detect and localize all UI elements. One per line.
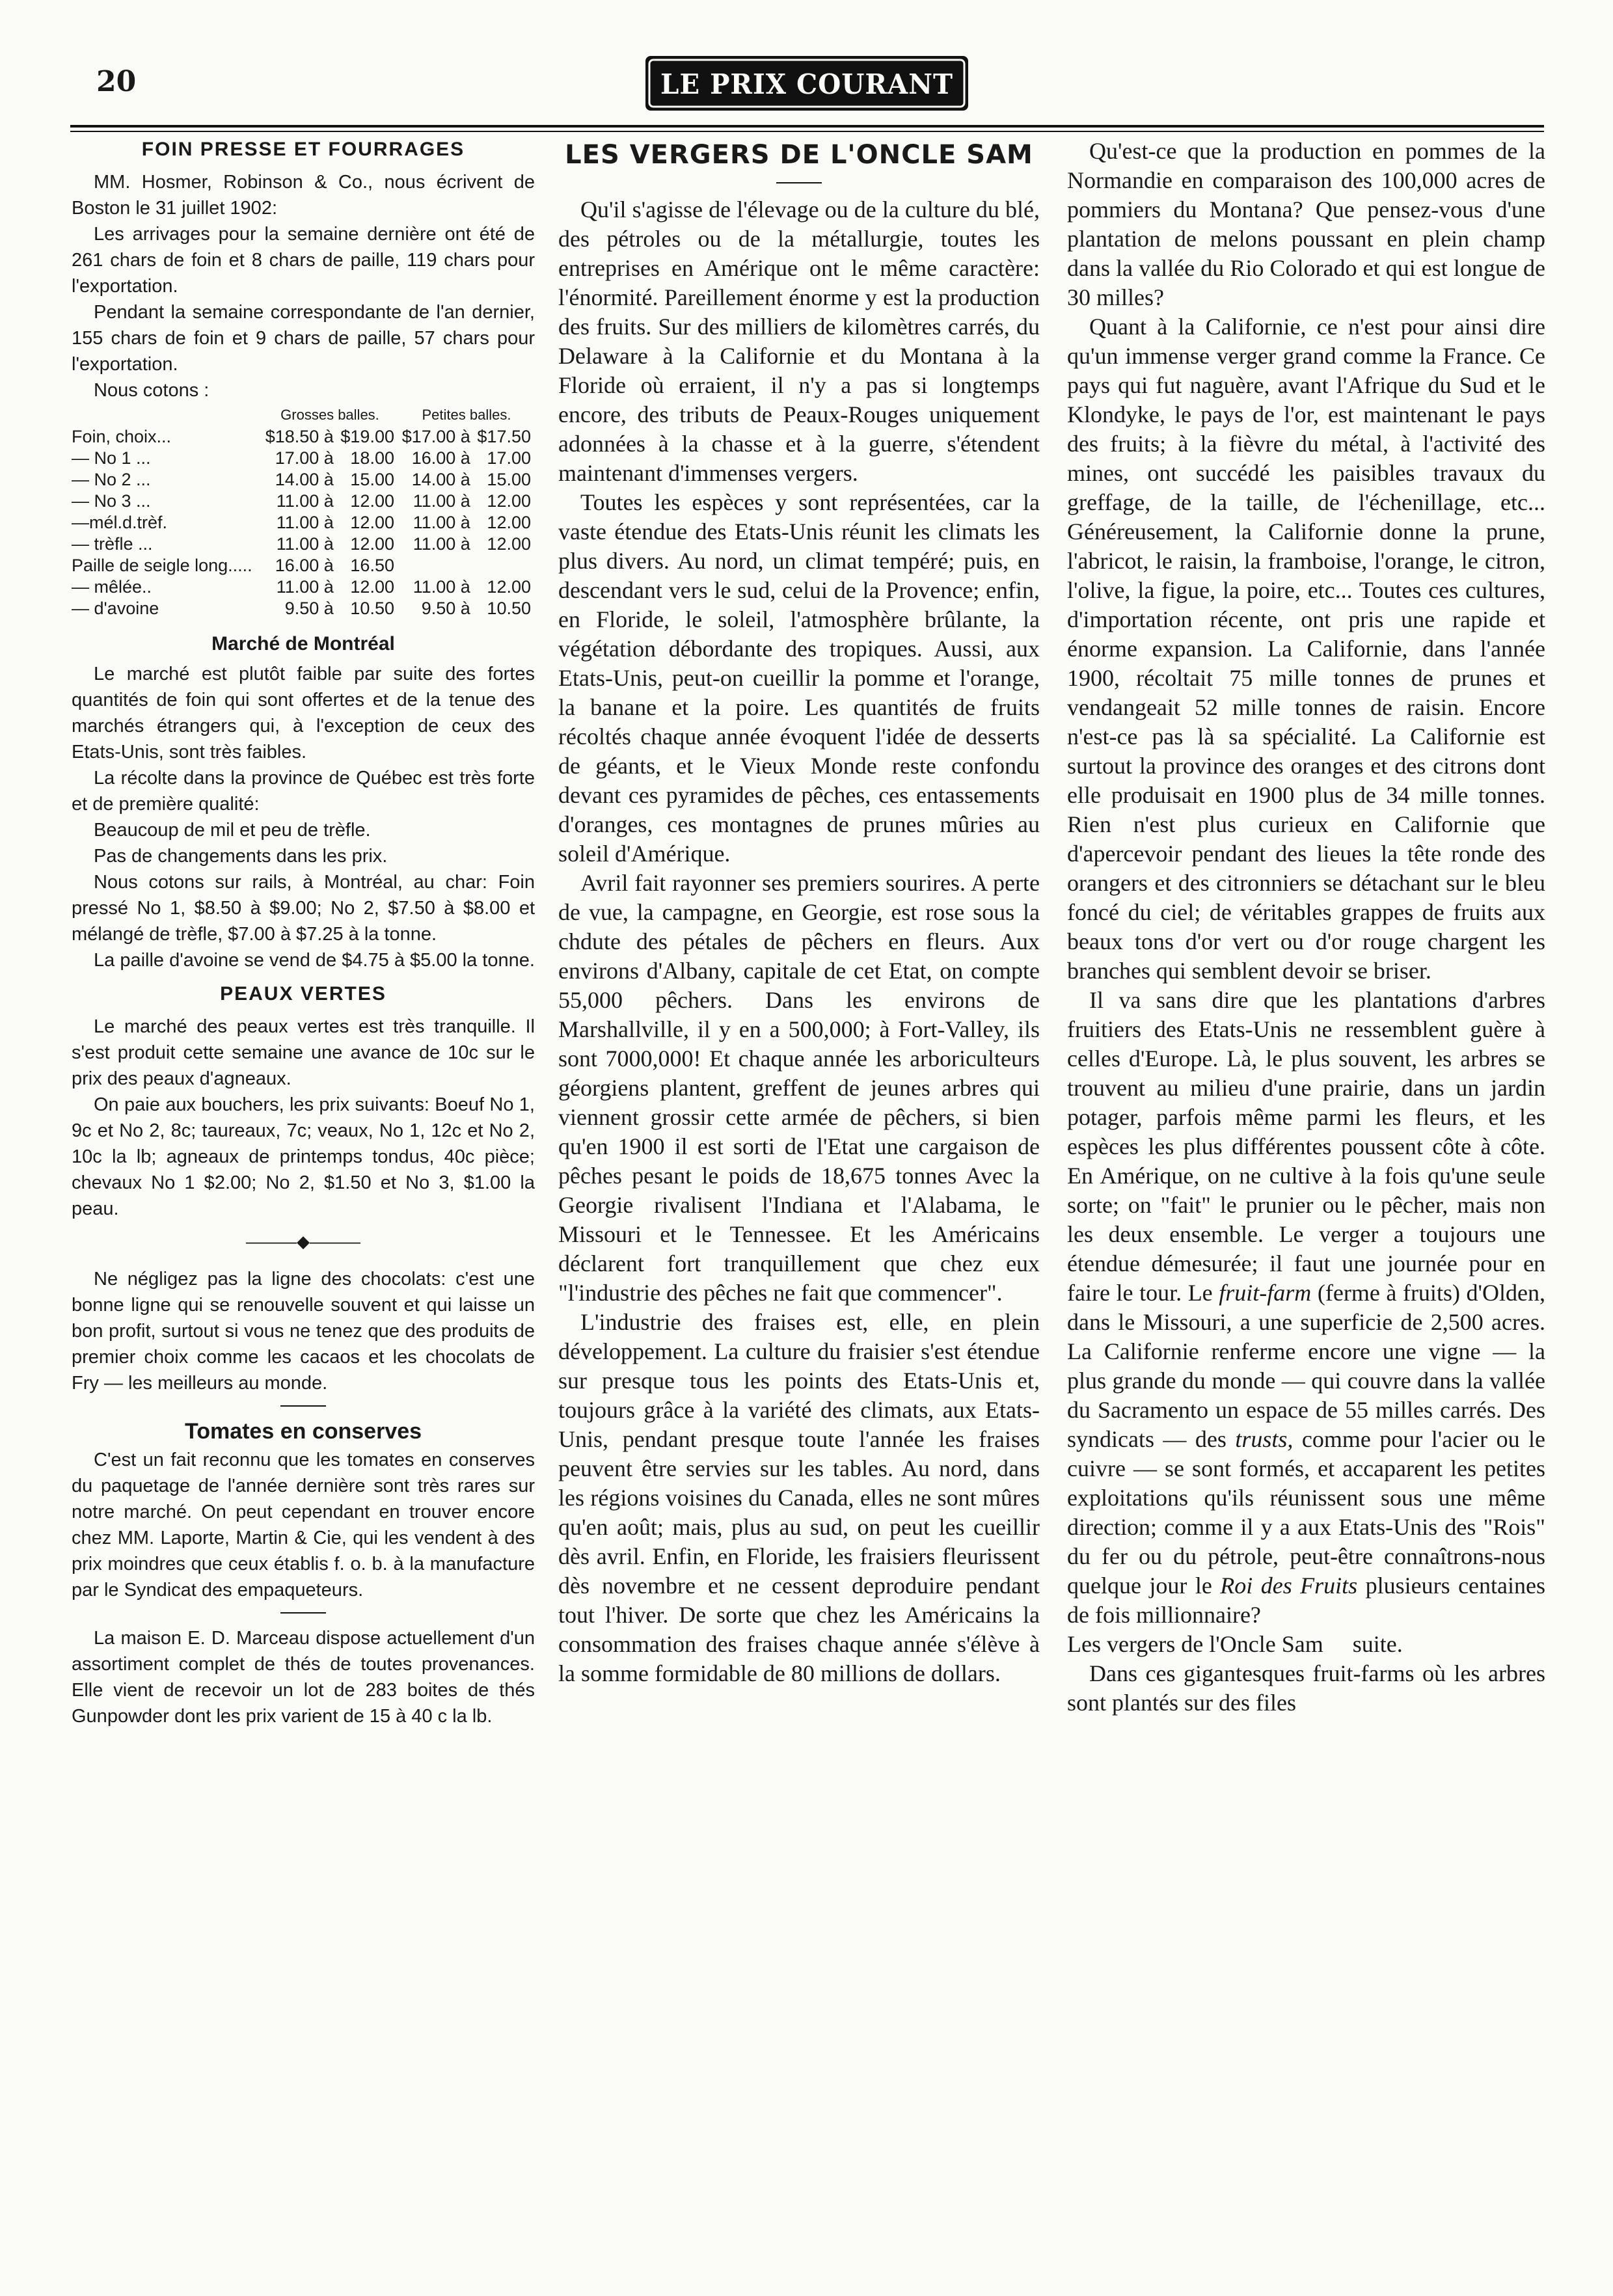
price-table-body — [72, 426, 535, 619]
price-cell-g1: 11.00 à — [276, 513, 334, 532]
vergers-paragraph-6: Quant à la Californie, ce n'est pour ainsi dire qu'un immense verger grand comme la France. Ce pays qui fut naguère, avant l'Afrique du Sud et le Klondyke, le pays de l'or, est maintenant le pays des fruits; à la fièvre du métal, à l'activité des mines, ont succédé les paisibles travaux du greffage, de la taille, de l'échenillage, etc... Généreusement, la Californie donne la prune, l'abricot, le raisin, la framboise, l'orange, le citron, l'olive, la figue, la poire, etc... Toutes ces cultures, d'importation récente, ont pris une rapide et énorme expansion. La Californie, dans l'année 1900, récoltait 75 mille tonnes de prunes et vendangeait 52 mille tonnes de raisin. Encore n'est-ce pas là sa spécialité. La Californie est surtout la province des oranges et des citrons dont elle produisait en 1900 plus de 34 mille tonnes. Rien n'est plus curieux en Californie que d'apercevoir pendant des lieues la tête ronde des orangers et des citronniers se détachant sur le bleu foncé du ciel; de véritables grappes de fruits aux beaux tons d'or vert ou d'or rouge chargent les branches qui semblent devoir se briser. — [1067, 314, 1545, 984]
price-cell-p1: 11.00 à — [413, 577, 470, 597]
price-cell-g1: 11.00 à — [276, 577, 334, 597]
price-cell-label: — No 2 ... — [72, 470, 151, 489]
price-cell-g2: 12.00 — [350, 513, 394, 532]
price-cell-p1: 9.50 à — [421, 599, 470, 618]
peaux-paragraph-2: On paie aux bouchers, les prix suivants: Boeuf No 1, 9c et No 2, 8c; taureaux, 7c; veaux, No 1, 12c et No 2, 10c la lb; agneaux de printemps tondus, 40c pièce; chevaux No 1 $2.00; No 2, $1.50 et No 3, $1.00 la peau. — [72, 1094, 535, 1219]
montreal-paragraph-2: La récolte dans la province de Québec est très forte et de première qualité: — [72, 768, 535, 815]
vergers-paragraph-8: Dans ces gigantesques fruit-farms où les arbres sont plantés sur des files — [1067, 1660, 1545, 1716]
foin-paragraph-4: Nous cotons : — [94, 380, 210, 401]
ornament-divider: ———◆——— — [246, 1232, 360, 1251]
tomates-paragraph: C'est un fait reconnu que les tomates en conserves du paquetage de l'année dernière sont très rares sur notre marché. On peut cependant en trouver encore chez MM. Laporte, Martin & Cie, qui les vendent à des prix moindres que ceux établis f. o. b. à la manufacture par le Syndicat des empaqueteurs. — [72, 1450, 535, 1600]
price-cell-g1: 11.00 à — [276, 534, 334, 554]
price-cell-p2: 15.00 — [487, 470, 531, 489]
price-cell-g2: 12.00 — [350, 534, 394, 554]
foin-paragraph-3: Pendant la semaine correspondante de l'an dernier, 155 chars de foin et 9 chars de paille, 57 chars pour l'exportation. — [72, 302, 535, 375]
price-row — [72, 598, 535, 619]
price-cell-p1: 11.00 à — [413, 534, 470, 554]
header-rule-thin — [70, 131, 1544, 132]
column-right — [1067, 137, 1545, 2277]
price-cell-label: — No 1 ... — [72, 448, 151, 468]
price-cell-g1: 17.00 à — [275, 448, 334, 468]
price-row — [72, 533, 535, 555]
montreal-paragraph-3: Beaucoup de mil et peu de trèfle. — [94, 820, 371, 841]
price-cell-p2: 12.00 — [487, 513, 531, 532]
price-table-head-grosses: Grosses balles. — [280, 407, 379, 423]
vergers-paragraph-4: L'industrie des fraises est, elle, en plein développement. La culture du fraisier s'est étendue sur presque tous les points des Etats-Unis et, toujours grâce à la variété des climats, aux Etats-Unis, pendant presque toute l'année les fraises peuvent être servies sur les tables. Au nord, dans les régions voisines du Canada, elles ne sont mûres qu'en août; mais, plus au sud, on peut les cueillir dès avril. Enfin, en Floride, les fraisiers fleurissent dès novembre et ne cessent deproduire pendant tout l'hiver. De sorte que chez les Américains la consommation des fraises chaque année s'élève à la somme formidable de 80 millions de dollars. — [558, 1309, 1040, 1686]
column-left — [72, 137, 535, 2277]
price-cell-p2: 17.00 — [487, 448, 531, 468]
price-row — [72, 491, 535, 512]
short-rule — [280, 1405, 326, 1407]
price-cell-g2: 15.00 — [350, 470, 394, 489]
price-cell-p1: 14.00 à — [411, 470, 470, 489]
price-cell-p2: $17.50 — [477, 427, 531, 446]
marceau-paragraph: La maison E. D. Marceau dispose actuellement d'un assortiment complet de thés de toutes provenances. Elle vient de recevoir un lot de 283 boites de thés Gunpowder dont les prix varient de 15 à 40 c la lb. — [72, 1628, 535, 1727]
peaux-paragraph-1: Le marché des peaux vertes est très tranquille. Il s'est produit cette semaine une avance de 10c sur le prix des peaux d'agneaux. — [72, 1016, 535, 1089]
article-title: LES VERGERS DE L'ONCLE SAM — [565, 140, 1033, 170]
logo-text: LE PRIX COURANT — [660, 68, 953, 100]
chocolats-paragraph: Ne négligez pas la ligne des chocolats: c'est une bonne ligne qui se renouvelle souvent et qui laisse un bon profit, surtout si vous ne tenez que des produits de premier choix comme les cacaos et les chocolats de Fry — les meilleurs au monde. — [72, 1269, 535, 1394]
price-cell-p1: 16.00 à — [411, 448, 470, 468]
masthead-logo — [644, 51, 969, 116]
price-cell-label: — mêlée.. — [72, 577, 152, 597]
price-cell-p2: 12.00 — [487, 491, 531, 511]
page-number: 20 — [96, 65, 137, 98]
price-table — [72, 403, 535, 619]
header-rule — [70, 125, 1544, 128]
vergers-paragraph-1: Qu'il s'agisse de l'élevage ou de la culture du blé, des pétroles ou de la métallurgie, toutes les entreprises en Amérique ont le même caractère: l'énormité. Pareillement énorme y est la production des fruits. Sur des milliers de kilomètres carrés, du Delaware à la Californie et du Montana à la Floride où erraient, il n'y a pas si longtemps encore, des tributs de Peaux-Rouges uniquement adonnées à la chasse et à la guerre, s'étendent maintenant d'immenses vergers. — [558, 196, 1040, 486]
price-cell-p2 — [474, 555, 535, 576]
price-cell-g1: 14.00 à — [275, 470, 334, 489]
price-cell-label: — d'avoine — [72, 599, 159, 618]
price-row — [72, 448, 535, 469]
price-row — [72, 576, 535, 598]
price-cell-g2: 12.00 — [350, 491, 394, 511]
price-cell-p1 — [398, 555, 474, 576]
montreal-paragraph-5: Nous cotons sur rails, à Montréal, au char: Foin pressé No 1, $8.50 à $9.00; No 2, $7.50 à $8.00 et mélangé de trèfle, $7.00 à $7.25 à la tonne. — [72, 872, 535, 945]
vergers-paragraph-2: Toutes les espèces y sont représentées, car la vaste étendue des Etats-Unis réunit les climats les plus divers. Au nord, un climat tempéré; puis, en descendant vers le sud, celui de la Provence; enfin, en Floride, le soleil, l'atmosphère brûlante, la végétation débordante des tropiques. Aussi, aux Etats-Unis, peut-on cueillir la pomme et l'orange, la banane et la poire. Les quantités de fruits récoltés chaque année évoquent l'idée de desserts de géants, et le Vieux Monde reste confondu devant ces pyramides de pêches, ces entassements d'oranges, ces montagnes de prunes mûries au soleil d'Amérique. — [558, 489, 1040, 867]
price-cell-label: Foin, choix... — [72, 427, 172, 446]
title-rule — [776, 182, 822, 183]
suite-note: Les vergers de l'Oncle Sam suite. — [1067, 1631, 1403, 1657]
price-cell-label: Paille de seigle long..... — [72, 556, 252, 575]
price-cell-g1: 16.00 à — [275, 556, 334, 575]
column-middle — [558, 137, 1040, 2277]
montreal-paragraph-6: La paille d'avoine se vend de $4.75 à $5.00 la tonne. — [94, 950, 535, 971]
price-row — [72, 469, 535, 491]
price-cell-label: — No 3 ... — [72, 491, 151, 511]
price-cell-label: —mél.d.trèf. — [72, 513, 168, 532]
foin-paragraph-2: Les arrivages pour la semaine dernière ont été de 261 chars de foin et 8 chars de paille, 119 chars pour l'exportation. — [72, 224, 535, 297]
montreal-paragraph-1: Le marché est plutôt faible par suite des fortes quantités de foin qui sont offertes et de la tenue des marchés étrangers qui, à l'exception de ceux des Etats-Unis, sont très faibles. — [72, 664, 535, 763]
section-title-tomates: Tomates en conserves — [184, 1419, 422, 1444]
price-row — [72, 426, 535, 448]
price-cell-g2: $19.00 — [340, 427, 394, 446]
price-cell-p1: 11.00 à — [413, 491, 470, 511]
price-cell-p2: 12.00 — [487, 577, 531, 597]
price-cell-g2: 10.50 — [350, 599, 394, 618]
price-cell-p2: 10.50 — [487, 599, 531, 618]
price-cell-g1: 11.00 à — [276, 491, 334, 511]
price-cell-g2: 18.00 — [350, 448, 394, 468]
price-cell-p2: 12.00 — [487, 534, 531, 554]
price-cell-g1: 9.50 à — [284, 599, 334, 618]
montreal-paragraph-4: Pas de changements dans les prix. — [94, 846, 388, 867]
price-cell-p1: 11.00 à — [413, 513, 470, 532]
price-cell-g1: $18.50 à — [265, 427, 334, 446]
vergers-paragraph-7: Il va sans dire que les plantations d'arbres fruitiers des Etats-Unis ne ressemblent guère à celles d'Europe. Là, le plus souvent, les arbres se trouvent au milieu d'une prairie, dans un jardin potager, parfois même parmi les fleurs, et les espèces les plus différentes poussent côte à côte. En Amérique, on ne cultive à la fois qu'une seule sorte; on "fait" le prunier ou le pêcher, mais non les deux ensemble. Le verger a toujours une étendue démesurée; il faut une journée pour en faire le tour. Le fruit-farm (ferme à fruits) d'Olden, dans le Missouri, a une superficie de 2,500 acres. La Californie renferme encore une vigne — la plus grande du monde — qui couvre dans la vallée du Sacramento un espace de 55 milles carrés. Des syndicats — des trusts, comme pour l'acier ou le cuivre — se sont formés, et accaparent les petites exploitations qu'ils réunissent sous une même direction; comme il y a aux Etats-Unis des "Rois" du fer ou du pétrole, peut-être connaîtrons-nous quelque jour le Roi des Fruits plusieurs centaines de fois millionnaire? — [1067, 987, 1545, 1628]
price-cell-g2: 12.00 — [350, 577, 394, 597]
short-rule-2 — [280, 1612, 326, 1614]
price-table-head-petites: Petites balles. — [422, 407, 511, 423]
section-title-montreal: Marché de Montréal — [211, 633, 395, 655]
price-cell-p1: $17.00 à — [401, 427, 470, 446]
vergers-paragraph-3: Avril fait rayonner ses premiers sourires. A perte de vue, la campagne, en Georgie, est rose sous la chdute des pétales de pêchers en fleurs. Aux environs d'Albany, capitale de cet Etat, on compte 55,000 pêchers. Dans les environs de Marshallville, il y en a 500,000; à Fort-Valley, ils sont 7000,000! Et chaque année les arboriculteurs géorgiens plantent, greffent de jeunes arbres qui viennent grossir cette armée de pêchers, si bien qu'en 1900 il est sorti de l'Etat une cargaison de pêches pesant le poids de 18,675 tonnes Avec la Georgie rivalisent l'Indiana et l'Alabama, le Missouri et le Tennessee. Et les Américains déclarent fort tranquillement que chez eux "l'industrie des pêches ne fait que commencer". — [558, 870, 1040, 1306]
price-row — [72, 512, 535, 533]
foin-paragraph-1: MM. Hosmer, Robinson & Co., nous écrivent de Boston le 31 juillet 1902: — [72, 172, 535, 219]
price-cell-label: — trèfle ... — [72, 534, 153, 554]
vergers-paragraph-5: Qu'est-ce que la production en pommes de la Normandie en comparaison des 100,000 acres de pommiers du Montana? Que pensez-vous d'une plantation de melons poussant en plein champ dans la vallée du Rio Colorado et qui est longue de 30 milles? — [1067, 138, 1545, 310]
section-title-foin: FOIN PRESSE ET FOURRAGES — [141, 139, 465, 160]
section-title-peaux: PEAUX VERTES — [220, 983, 386, 1005]
price-row — [72, 555, 535, 576]
price-cell-g2: 16.50 — [350, 556, 394, 575]
